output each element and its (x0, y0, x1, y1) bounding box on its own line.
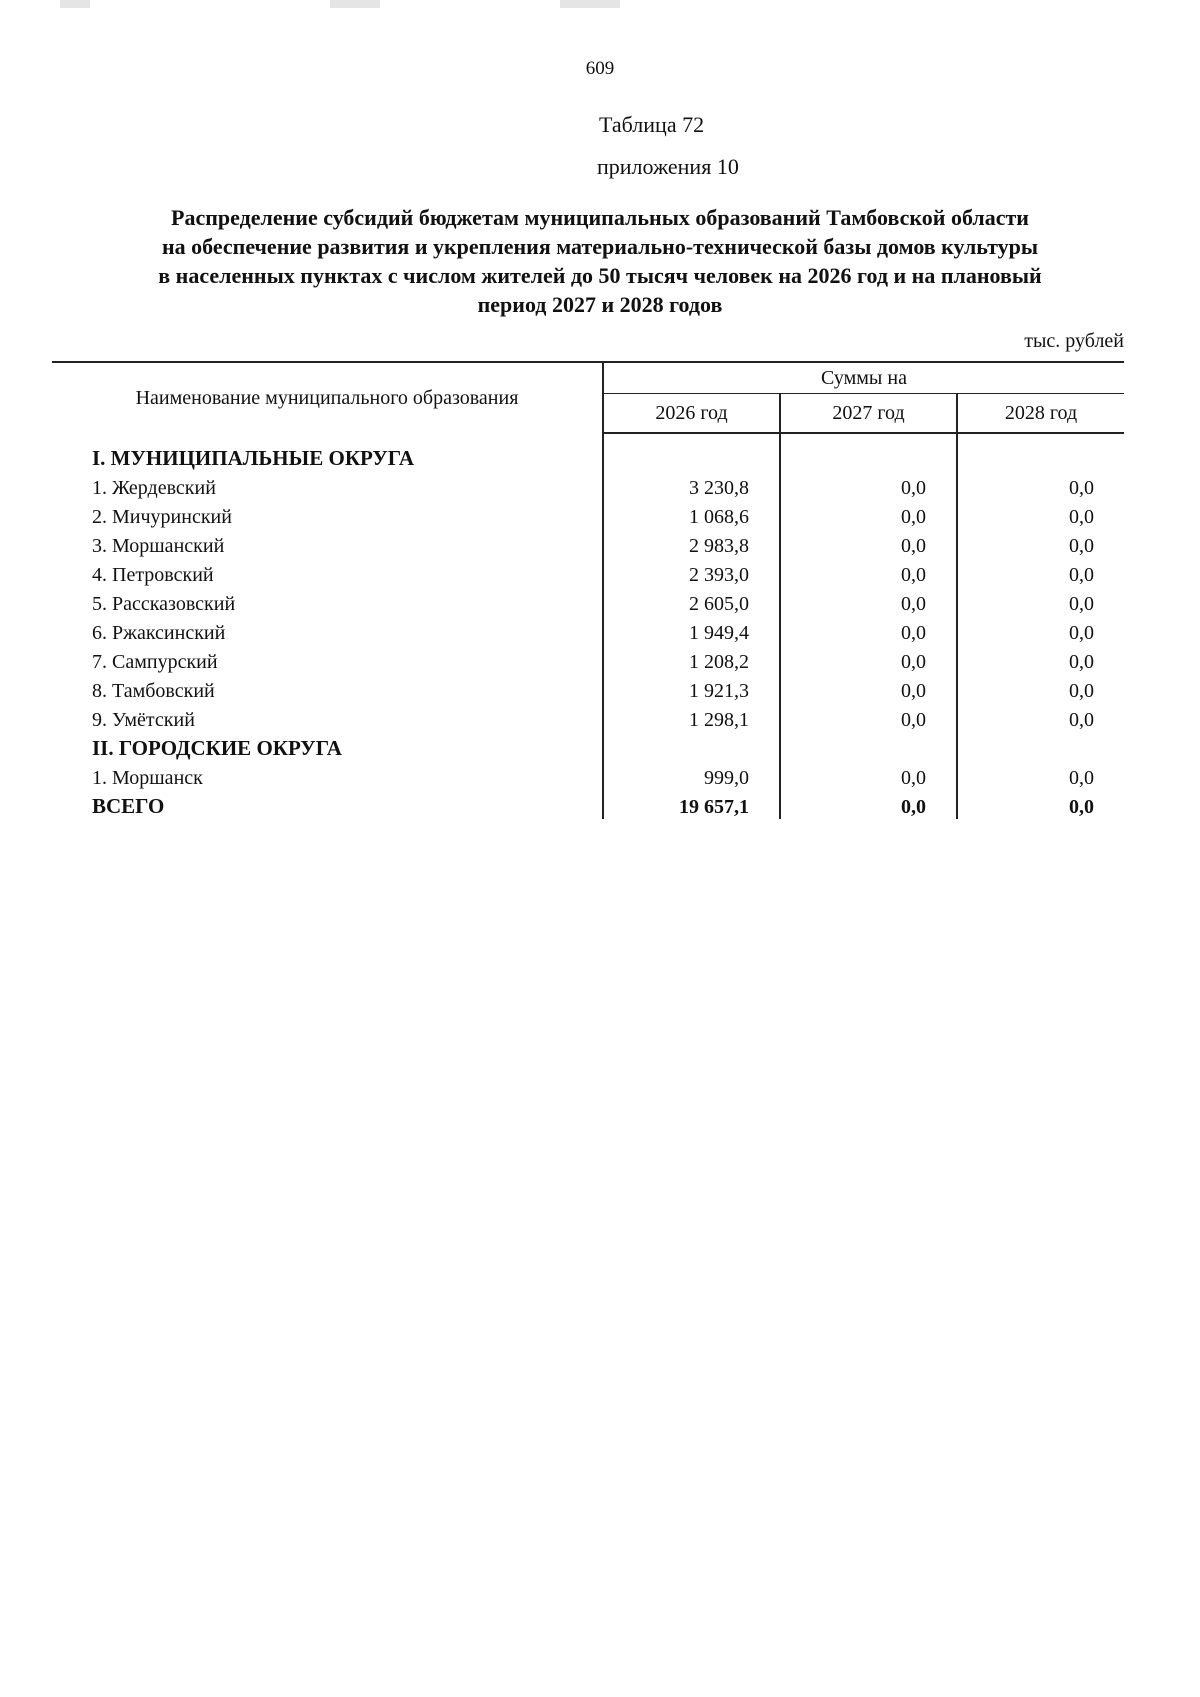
value-2027: 0,0 (780, 587, 957, 616)
row-name: 9. Умётский (92, 709, 195, 731)
value-2027: 0,0 (780, 674, 957, 703)
value-2026: 3 230,8 (603, 471, 780, 500)
scan-artifact (560, 0, 620, 8)
column-header-2026: 2026 год (603, 394, 780, 434)
value-2027: 0,0 (780, 761, 957, 790)
value-2027: 0,0 (780, 500, 957, 529)
table-row (52, 645, 1124, 674)
value-2028 (957, 433, 1124, 471)
row-name: 6. Ржаксинский (92, 622, 226, 644)
value-2026: 2 605,0 (603, 587, 780, 616)
value-2027: 0,0 (780, 471, 957, 500)
row-name: ВСЕГО (92, 794, 165, 818)
value-2026: 1 208,2 (603, 645, 780, 674)
value-2028: 0,0 (957, 529, 1124, 558)
value-2026: 19 657,1 (603, 790, 780, 819)
value-2028: 0,0 (957, 587, 1124, 616)
value-2026: 1 949,4 (603, 616, 780, 645)
value-2028: 0,0 (957, 703, 1124, 732)
title-line: на обеспечение развития и укрепления материально-технической базы домов культуры (161, 234, 1039, 259)
value-2026: 1 298,1 (603, 703, 780, 732)
table-row (52, 471, 1124, 500)
row-name: I. МУНИЦИПАЛЬНЫЕ ОКРУГА (92, 446, 415, 470)
title-line: в населенных пунктах с числом жителей до 50 тысяч человек на 2026 год и на плановый (158, 263, 1042, 288)
table-row (52, 587, 1124, 616)
value-2026: 999,0 (603, 761, 780, 790)
column-header-2028: 2028 год (957, 394, 1124, 434)
row-name: 5. Рассказовский (92, 593, 236, 615)
row-name: 3. Моршанский (92, 535, 225, 557)
value-2026: 1 068,6 (603, 500, 780, 529)
value-2028 (957, 732, 1124, 761)
table-row (52, 616, 1124, 645)
value-2028: 0,0 (957, 471, 1124, 500)
scan-artifact (60, 0, 90, 8)
row-name: 1. Моршанск (92, 767, 203, 789)
value-2028: 0,0 (957, 645, 1124, 674)
value-2026: 1 921,3 (603, 674, 780, 703)
row-name: II. ГОРОДСКИЕ ОКРУГА (92, 736, 342, 760)
table-row (52, 558, 1124, 587)
value-2028: 0,0 (957, 558, 1124, 587)
row-name: 2. Мичуринский (92, 506, 232, 528)
title-line: Распределение субсидий бюджетам муниципальных образований Тамбовской области (171, 205, 1029, 230)
column-header-2027: 2027 год (780, 394, 957, 434)
page-number: 609 (585, 58, 615, 79)
row-name: 7. Сампурский (92, 651, 218, 673)
table-row (52, 761, 1124, 790)
row-name: 8. Тамбовский (92, 680, 215, 702)
table-body (52, 433, 1124, 819)
document-title (60, 203, 1140, 319)
subsidy-table (52, 361, 1124, 819)
value-2027 (780, 433, 957, 471)
table-row (52, 674, 1124, 703)
row-name: 4. Петровский (92, 564, 214, 586)
column-header-name: Наименование муниципального образования (52, 362, 603, 433)
table-number: Таблица 72 (599, 112, 705, 137)
column-group-header: Суммы на (603, 362, 1124, 394)
value-2028: 0,0 (957, 674, 1124, 703)
value-2027 (780, 732, 957, 761)
value-2026: 2 393,0 (603, 558, 780, 587)
table-row (52, 529, 1124, 558)
value-2026 (603, 433, 780, 471)
scan-artifact (330, 0, 380, 8)
value-2028: 0,0 (957, 500, 1124, 529)
appendix-label: приложения 10 (597, 154, 739, 179)
value-2027: 0,0 (780, 529, 957, 558)
value-2028: 0,0 (957, 761, 1124, 790)
value-2026 (603, 732, 780, 761)
title-line: период 2027 и 2028 годов (477, 292, 723, 317)
section-row (52, 433, 1124, 471)
table-row (52, 500, 1124, 529)
section-row (52, 732, 1124, 761)
value-2026: 2 983,8 (603, 529, 780, 558)
value-2027: 0,0 (780, 616, 957, 645)
row-name: 1. Жердевский (92, 477, 216, 499)
total-row (52, 790, 1124, 819)
value-2027: 0,0 (780, 790, 957, 819)
value-2028: 0,0 (957, 790, 1124, 819)
value-2028: 0,0 (957, 616, 1124, 645)
units-label: тыс. рублей (1024, 330, 1124, 352)
value-2027: 0,0 (780, 558, 957, 587)
value-2027: 0,0 (780, 703, 957, 732)
table-row (52, 703, 1124, 732)
value-2027: 0,0 (780, 645, 957, 674)
